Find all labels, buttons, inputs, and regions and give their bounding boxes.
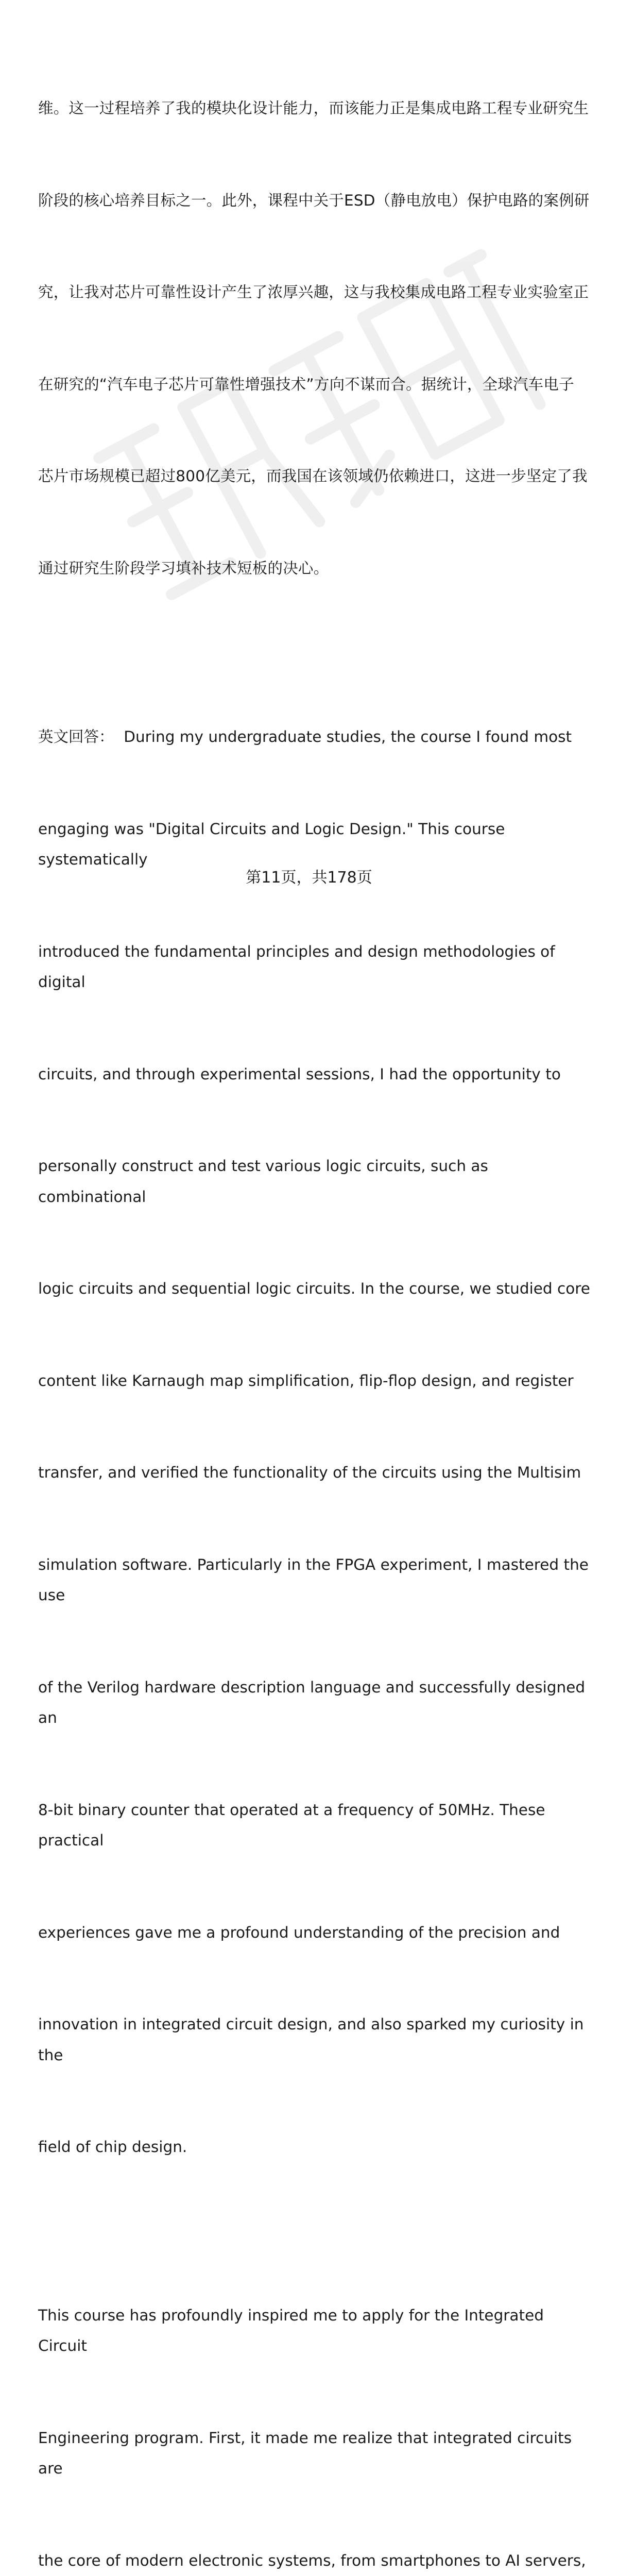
paragraph-chinese xyxy=(38,32,594,645)
text-line: personally construct and test various logic circuits, such as combinational xyxy=(38,1151,594,1212)
text-line: of the Verilog hardware description language and successfully designed an xyxy=(38,1672,594,1734)
text-line: innovation in integrated circuit design, and also sparked my curiosity in the xyxy=(38,2009,594,2071)
text-line: Engineering program. First, it made me realize that integrated circuits are xyxy=(38,2423,594,2484)
text-line: 芯片市场规模已超过800亿美元，而我国在该领域仍依赖进口，这进一步坚定了我 xyxy=(38,461,594,492)
text-line: simulation software. Particularly in the FPGA experiment, I mastered the use xyxy=(38,1550,594,1611)
text-line: 究，让我对芯片可靠性设计产生了浓厚兴趣，这与我校集成电路工程专业实验室正 xyxy=(38,277,594,308)
document-page xyxy=(0,0,618,904)
text-line: introduced the fundamental principles and design methodologies of digital xyxy=(38,937,594,998)
text-line: logic circuits and sequential logic circuits. In the course, we studied core xyxy=(38,1274,594,1304)
text-line: 通过研究生阶段学习填补技术短板的决心。 xyxy=(38,553,594,584)
document-body xyxy=(38,32,594,2576)
text-line: This course has profoundly inspired me to apply for the Integrated Circuit xyxy=(38,2300,594,2362)
text-line: the core of modern electronic systems, from smartphones to AI servers, xyxy=(38,2546,594,2576)
text-line: content like Karnaugh map simplification, flip-flop design, and register xyxy=(38,1366,594,1397)
text-line: experiences gave me a profound understanding of the precision and xyxy=(38,1918,594,1948)
paragraph-english-continued xyxy=(38,2239,594,2576)
text-line: 在研究的“汽车电子芯片可靠性增强技术”方向不谋而合。据统计，全球汽车电子 xyxy=(38,369,594,400)
text-line: engaging was "Digital Circuits and Logic Design." This course systematically xyxy=(38,814,594,875)
text-line: 8-bit binary counter that operated at a frequency of 50MHz. These practical xyxy=(38,1795,594,1856)
text-line: field of chip design. xyxy=(38,2132,594,2163)
page-number-footer: 第11页，共178页 xyxy=(0,868,618,888)
text-line: 英文回答： During my undergraduate studies, the course I found most xyxy=(38,722,594,753)
paragraph-english-answer xyxy=(38,660,594,2224)
text-line: circuits, and through experimental sessions, I had the opportunity to xyxy=(38,1059,594,1090)
text-line: transfer, and verified the functionality of the circuits using the Multisim xyxy=(38,1458,594,1488)
text-line: 阶段的核心培养目标之一。此外，课程中关于ESD（静电放电）保护电路的案例研 xyxy=(38,185,594,216)
text-line: 维。这一过程培养了我的模块化设计能力，而该能力正是集成电路工程专业研究生 xyxy=(38,93,594,124)
